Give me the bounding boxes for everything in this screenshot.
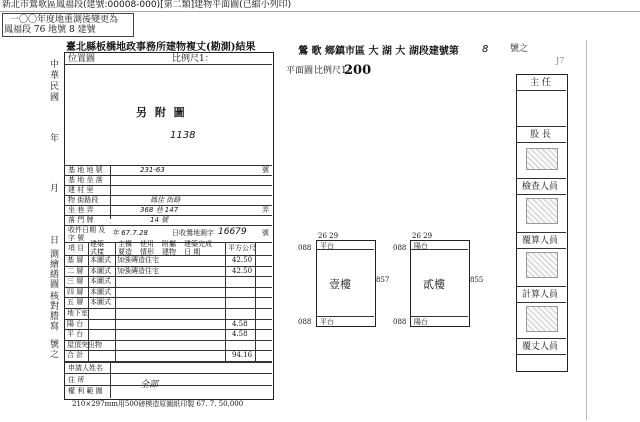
side-label-year: 年: [50, 134, 60, 144]
table-row-type: 本圖式: [90, 267, 111, 275]
side-label-day: 日: [50, 236, 60, 246]
sheet-title: 臺北縣板橋地政事務所建物複丈(勘測)結果: [66, 42, 256, 53]
table-col-4: [255, 242, 256, 362]
table-row-area: 42.50: [232, 256, 253, 264]
table-row-label: 三 層: [67, 277, 84, 285]
table-row-type: 本圖式: [90, 256, 111, 264]
annex-number: 1138: [170, 130, 196, 141]
table-row-area: 4.58: [232, 320, 248, 328]
table-row-area: 94.16: [232, 351, 253, 359]
signoff-line-4: [516, 194, 566, 195]
th-usage: 使用 情形: [140, 240, 154, 256]
signoff-line-6: [516, 248, 566, 249]
signoff-section-chief: 股 長: [530, 130, 551, 140]
side-label-date: 中華民國: [50, 60, 60, 103]
receipt-date: 年 67.7.28: [112, 229, 148, 237]
form-line-2: [64, 185, 272, 186]
th-annex: 附屬 建物: [162, 240, 176, 256]
table-row-type: 本圖式: [90, 277, 111, 285]
floor2-bottom-label: 陽台: [414, 318, 428, 326]
signoff-inspector: 檢查人員: [522, 182, 559, 192]
floor2-top-dims: 26 29: [412, 232, 433, 240]
bottom-col-line: [110, 362, 111, 398]
change-note-line1: 一〇〇年度地重測後變更為: [10, 15, 119, 25]
signoff-line-1: [516, 126, 566, 127]
table-row-label: 屋頂突出物: [67, 341, 102, 349]
floor2-bottom-balcony-line: [410, 316, 468, 317]
form-label-street: 物 街路段: [68, 196, 99, 204]
signoff-line-3: [516, 178, 566, 179]
th-area: 平方公尺: [228, 244, 256, 252]
annex-label: 另 附 圖: [136, 106, 187, 119]
signoff-director: 主 任: [530, 78, 551, 88]
table-row-label: 四 層: [67, 288, 84, 296]
bottom-address: 住 所: [68, 376, 85, 384]
table-row-label: 合 計: [67, 351, 84, 359]
floor-plan-label: 平面圖: [286, 66, 314, 76]
form-value-door: 14 號: [150, 216, 169, 224]
change-note-line2: 鳳福段 76 地號 8 建號: [4, 25, 96, 35]
floor2-top-balcony-line: [410, 249, 468, 250]
form-label-site: 基 地 坐 落: [68, 176, 103, 184]
document-caption: 新北市鶯歌區鳳福段(建號:00008-000)[第二類]建物平面圖(已縮小列印): [2, 0, 292, 10]
side-label-check: 核對: [50, 292, 60, 312]
signoff-calculator: 計算人員: [522, 290, 559, 300]
bottom-applicant: 申請人姓名: [68, 364, 103, 372]
table-bottom-line: [64, 362, 272, 363]
table-row-area: 42.50: [232, 267, 253, 275]
table-row-type: 本圖式: [90, 288, 111, 296]
plan-scale-value: 200: [344, 63, 372, 78]
floor2-bottom-dim: 088: [393, 318, 407, 326]
floor1-right-dim: 857: [376, 276, 390, 284]
signoff-line-9: [516, 338, 566, 339]
signoff-line-7: [516, 286, 566, 287]
floor2-name: 貳樓: [423, 278, 445, 291]
th-style: 建築 式樣: [90, 240, 104, 256]
table-row-label: 二 層: [67, 267, 84, 275]
bottom-rights: 權 利 範 圍: [68, 387, 103, 395]
table-col-3: [225, 242, 226, 362]
location-line: 鶯 歌 鄉鎮市區 大 湖 大 湖段建號第: [298, 46, 459, 57]
th-structure: 主構 要造: [118, 240, 132, 256]
table-row-type: 本圖式: [90, 298, 111, 306]
location-scale-label: 比例尺1：: [172, 54, 214, 64]
floor1-bottom-balcony-line: [316, 316, 374, 317]
signoff-line-2: [516, 142, 566, 143]
table-row-label: 基 層: [67, 256, 84, 264]
caption-divider: [0, 11, 640, 12]
table-row-material: 加強磚造住宅: [117, 267, 159, 275]
building-no: 8: [482, 44, 489, 55]
side-label-survey: 測繪: [50, 250, 60, 270]
floor1-bottom-dim: 088: [298, 318, 312, 326]
signoff-line-8: [516, 302, 566, 303]
floor1-left-dim: 088: [298, 244, 312, 252]
floor2-top-label: 陽台: [414, 242, 428, 250]
floor1-top-dims: 26 29: [318, 232, 339, 240]
page-label: 號之: [510, 44, 529, 54]
table-row-label: 平 台: [67, 330, 84, 338]
section-chief-stamp: [526, 148, 558, 170]
plan-scale-label: 比例尺1：: [314, 66, 356, 76]
form-label-lot: 基 地 地 號: [68, 166, 103, 174]
receipt-suffix: 號: [262, 229, 269, 237]
form-value-lot: 231-63: [140, 166, 165, 174]
floor1-bottom-label: 平台: [320, 318, 334, 326]
floor1-top-label: 平台: [320, 242, 334, 250]
th-item: 項 目: [68, 244, 85, 252]
table-row-area: 4.58: [232, 330, 248, 338]
table-col-2: [115, 242, 116, 362]
calculator-stamp: [526, 306, 558, 332]
floor1-top-balcony-line: [316, 249, 374, 250]
form-label-lane: 坐 巷 弄: [68, 206, 94, 214]
floor1-name: 壹樓: [329, 278, 351, 291]
table-row-material: 加強磚造住宅: [117, 256, 159, 264]
side-label-no: 號之: [50, 340, 60, 360]
bottom-line-1: [64, 373, 272, 374]
sheet-footer: 210×297mm用500磅模造原圖紙印製 67. 7. 50,000: [72, 400, 244, 408]
th-completion: 建築完成 日 期: [184, 240, 212, 256]
floor2-right-dim: 855: [470, 276, 484, 284]
signoff-recalc: 覆算人員: [522, 236, 559, 246]
table-row-label: 陽 台: [67, 320, 84, 328]
inspector-stamp: [526, 198, 558, 224]
form-suffix-lot: 號: [262, 166, 269, 174]
form-suffix-lane: 弄: [262, 206, 269, 214]
receipt-proof-number: 16679: [218, 227, 247, 237]
bottom-scope-value: 全部: [140, 380, 159, 390]
form-col-line: [110, 165, 111, 219]
side-label-copy: 謄寫: [50, 312, 60, 332]
location-map-label: 位置圖: [68, 54, 96, 64]
table-row-label: 地下室: [67, 309, 88, 317]
corner-mark: J7: [556, 56, 565, 65]
side-label-draw: 繕圖: [50, 270, 60, 290]
form-value-street: 鳳佳 街路: [150, 196, 181, 204]
signoff-line-5: [516, 232, 566, 233]
recalc-stamp: [526, 252, 558, 278]
right-margin-line: [586, 40, 587, 420]
bottom-line-2: [64, 385, 272, 386]
signoff-line-0: [516, 90, 566, 91]
signoff-resurvey: 覆丈人員: [522, 342, 559, 352]
table-row-label: 五 層: [67, 298, 84, 306]
floor2-left-dim: 088: [393, 244, 407, 252]
form-label-village: 建 村 里: [68, 186, 94, 194]
location-divider: [64, 64, 272, 65]
receipt-label: 收件日期 及 字 號: [68, 226, 106, 242]
table-row-line: [64, 308, 272, 309]
signoff-line-10: [516, 354, 566, 355]
receipt-proof-label: 日收鶯地測字: [172, 229, 214, 237]
form-value-lane: 368 巷 147: [140, 206, 179, 214]
side-label-month: 月: [50, 184, 60, 194]
form-label-door: 落 門 牌: [68, 216, 94, 224]
